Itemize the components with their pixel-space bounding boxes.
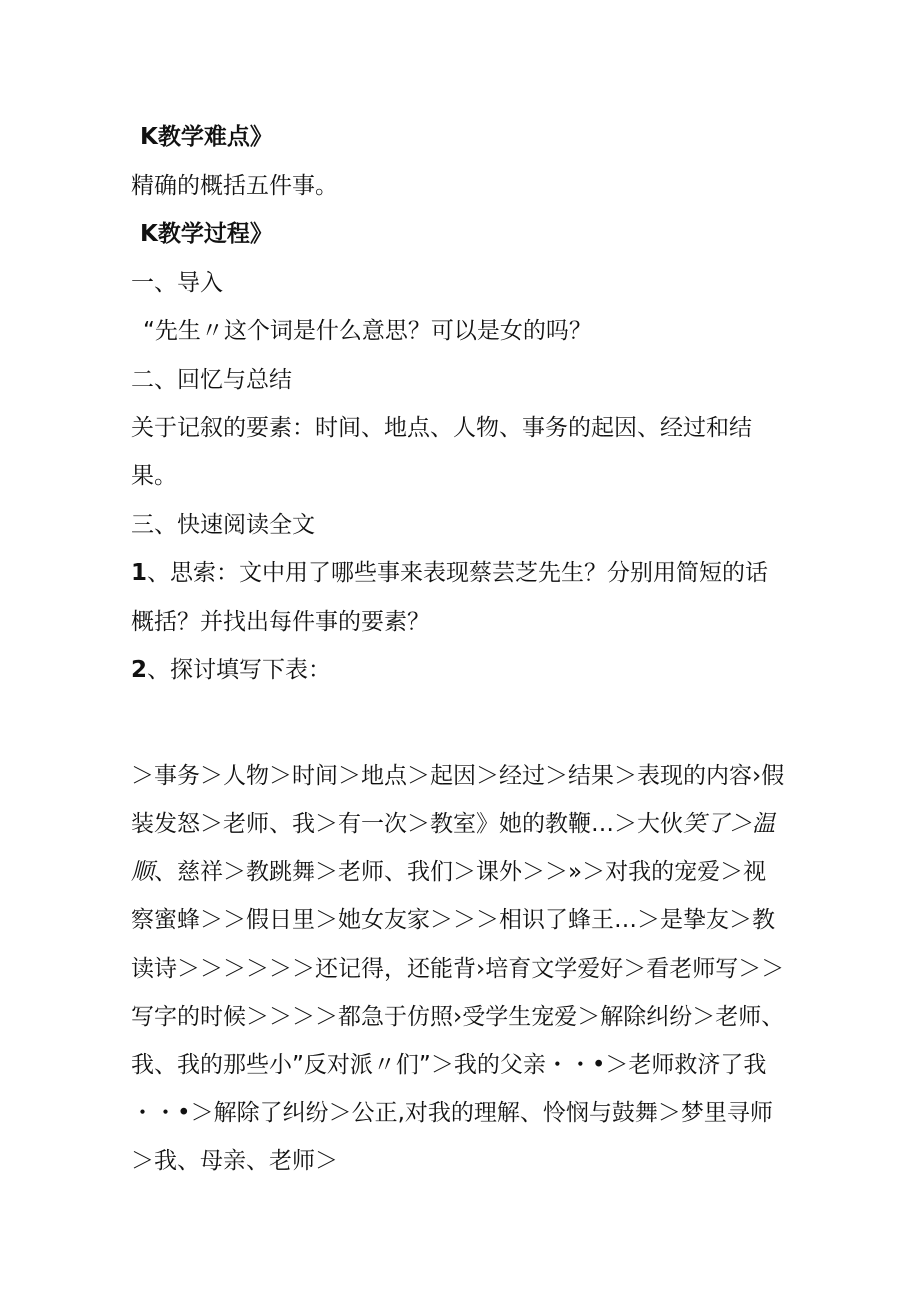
section-1-title: 一、导入: [131, 270, 223, 296]
question-1-line-1: [131, 558, 811, 588]
difficulty-text: 精确的概括五件事。: [131, 173, 338, 199]
table-line-9: ＞我、母亲、老师＞: [131, 1148, 338, 1174]
heading-teaching-process: K教学过程》: [140, 221, 273, 247]
table-line-2-text: 装发怒＞老师、我＞有一次＞教室》她的教鞭…＞大伙: [131, 811, 683, 837]
table-line-3-text: 、慈祥＞教跳舞＞老师、我们＞课外＞＞»＞对我的宠爱＞视: [154, 859, 767, 885]
heading-teaching-difficulty: K教学难点》: [140, 124, 273, 150]
table-line-2-italic: 笑了＞温: [683, 811, 775, 837]
table-line-7: 我、我的那些小”反对派〃们”＞我的父亲・・•＞老师救济了我: [131, 1052, 767, 1078]
section-2-text-line-2: 果。: [131, 463, 177, 489]
section-1-text: “先生〃这个词是什么意思？可以是女的吗？: [143, 318, 592, 344]
table-line-6: 写字的时候＞＞＞＞都急于仿照›受学生宠爱＞解除纠纷＞老师、: [131, 1004, 785, 1030]
table-line-3-italic: 顺: [131, 859, 154, 885]
question-2-number: 2: [131, 657, 148, 683]
table-line-8: ・・•＞解除了纠纷＞公正,对我的理解、怜悯与鼓舞＞梦里寻师: [131, 1100, 773, 1126]
section-2-text-line-1: 关于记叙的要素：时间、地点、人物、事务的起因、经过和结: [131, 415, 752, 441]
question-2-line-1: [131, 655, 811, 685]
table-line-1: ＞事务＞人物＞时间＞地点＞起因＞经过＞结果＞表现的内容›假: [131, 763, 785, 789]
table-line-3: [131, 857, 811, 887]
section-2-title: 二、回忆与总结: [131, 367, 292, 393]
table-line-4: 察蜜蜂＞＞假日里＞她女友家＞＞＞相识了蜂王…＞是挚友＞教: [131, 907, 775, 933]
question-1-number: 1: [131, 560, 148, 586]
table-line-2: [131, 809, 811, 839]
question-1-text: 、思索：文中用了哪些事来表现蔡芸芝先生？分别用简短的话: [147, 560, 769, 586]
question-2-text: 、探讨填写下表：: [147, 657, 332, 683]
table-line-5: 读诗＞＞＞＞＞＞还记得，还能背›培育文学爱好＞看老师写＞＞: [131, 956, 785, 982]
section-3-title: 三、快速阅读全文: [131, 512, 315, 538]
question-2-line-2: 概括？并找出每件事的要素？: [131, 609, 430, 635]
